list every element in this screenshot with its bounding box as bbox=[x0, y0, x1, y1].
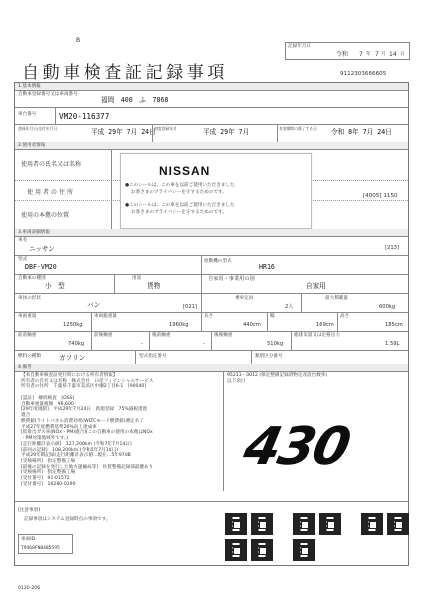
record-date-box bbox=[285, 42, 410, 60]
remark-line: 【本自動車検査証発行時における所有者情報】 bbox=[21, 373, 118, 378]
vehicle-id-label: 車両ID bbox=[21, 537, 36, 542]
height-value: 185cm bbox=[385, 322, 403, 328]
qr-code-5 bbox=[361, 513, 383, 535]
form-variant-mark: B bbox=[76, 37, 81, 44]
remark-line: [最後の記録を発行した地方運輸局等] 佐賀整備記録部最優あり bbox=[21, 464, 154, 470]
ff-value: 740kg bbox=[68, 341, 85, 347]
width-value: 169cm bbox=[316, 322, 334, 328]
record-date-label: 記録年月日 bbox=[288, 44, 311, 49]
section-user-header bbox=[15, 142, 408, 149]
privacy-sticker bbox=[120, 153, 312, 229]
year-unit: 年 bbox=[366, 52, 371, 57]
maker-code: [213] bbox=[385, 245, 399, 251]
notice-label: [注意事項] bbox=[18, 508, 40, 513]
model-label: 型式 bbox=[18, 257, 28, 262]
model-value: DBF-VM20 bbox=[25, 263, 57, 271]
month-unit: 月 bbox=[381, 52, 386, 57]
body-label: 車体の形状 bbox=[18, 296, 41, 301]
remark-line: [受付番号] 91-01572 bbox=[21, 476, 70, 482]
height-label: 高さ bbox=[340, 314, 350, 319]
remark-line: 平成27年度燃費基準20%向上達成車 bbox=[21, 424, 97, 430]
fr-label: 前後軸重 bbox=[94, 333, 113, 338]
inspection-form bbox=[14, 82, 409, 566]
body-value: バン bbox=[87, 301, 101, 309]
disp-label: 総排気量又は定格出力 bbox=[294, 333, 340, 338]
length-label: 長さ bbox=[204, 314, 214, 319]
ff-label: 前前軸重 bbox=[18, 333, 37, 338]
sticker-brand: NISSAN bbox=[159, 164, 211, 178]
qr-code-4 bbox=[319, 513, 341, 535]
section-user-title: 2.使用者情報 bbox=[18, 143, 46, 148]
qr-code-3 bbox=[293, 513, 315, 535]
disp-value: 1.59L bbox=[385, 341, 400, 347]
first-reg-label: 登録年月日/交付年月日 bbox=[18, 126, 58, 131]
remark-line: 平成29年期記録(走行距離計表示値…現在…5年97dB bbox=[21, 453, 131, 459]
record-month: 7 bbox=[375, 51, 379, 58]
use-value: 貨物 bbox=[147, 282, 161, 290]
record-era: 令和 bbox=[336, 51, 349, 58]
rf-label: 後前軸重 bbox=[152, 333, 171, 338]
chassis-value: VM20-116377 bbox=[59, 112, 110, 121]
addr-code: [4005] 1150 bbox=[363, 193, 398, 199]
remark-line: [低排出ガス車(NOx・PM)適合](この自動車の使用の本拠はNOx bbox=[21, 430, 153, 436]
remark-line: 適合 bbox=[21, 413, 31, 419]
base-label: 使用の本拠の位置 bbox=[21, 212, 70, 219]
type-no-label: 型式指定番号 bbox=[139, 354, 167, 359]
cat-no-label: 類別区分番号 bbox=[255, 354, 283, 359]
remark-line: 所有者の氏名又は名称 株式会社 日産フィナンシャルサービス bbox=[21, 378, 154, 384]
expiry-label: 有効期間の満了する日 bbox=[279, 126, 317, 131]
chassis-label: 車台番号 bbox=[18, 112, 37, 117]
expiry-value: 令和 8年 7月 24日 bbox=[331, 128, 392, 136]
capacity-label: 乗車定員 bbox=[235, 296, 254, 301]
engine-value: HR16 bbox=[259, 263, 275, 271]
maxload-value: 600kg bbox=[379, 304, 396, 310]
remark-line: ・PM対策地域外です。) bbox=[21, 436, 69, 442]
user-addr-label: 使用者の住所 bbox=[27, 189, 76, 196]
section-remarks-title: 4.備考 bbox=[18, 365, 32, 370]
remarks-right-block bbox=[227, 373, 327, 384]
fuel-label: 燃料の種類 bbox=[18, 354, 41, 359]
rf-value: - bbox=[203, 341, 205, 347]
section-basic-title: 1.基本情報 bbox=[18, 84, 41, 89]
remarks-block bbox=[21, 373, 216, 488]
weight-value: 1250kg bbox=[63, 322, 83, 328]
sticker-line2: お客さまのプライバシーを守するためのです。 bbox=[131, 190, 227, 195]
record-day: 14 bbox=[389, 51, 397, 58]
sticker-line1: ●このシールは、この車を以前ご使用いただきました bbox=[125, 183, 235, 188]
remark-line: [受検場所] 指定整備工場 bbox=[21, 459, 76, 465]
gross-label: 車両総重量 bbox=[94, 314, 117, 319]
length-value: 440cm bbox=[243, 322, 261, 328]
handwritten-number: 430 bbox=[238, 417, 354, 477]
section-basic-header bbox=[15, 83, 408, 90]
page-title: 自動車検査証記録事項 bbox=[22, 63, 228, 83]
qr-code-7 bbox=[225, 539, 247, 561]
rr-value: 510kg bbox=[267, 341, 284, 347]
maxload-label: 最大積載量 bbox=[325, 296, 348, 301]
remark-line: [前回の記録] 108,200km (令和5年7月14日) bbox=[21, 447, 118, 453]
first-reg-value: 平成 29年 7月 24日 bbox=[91, 128, 156, 136]
remark-line: [走行距離計表示値] 127,200km (令和7年7月14日) bbox=[21, 441, 132, 447]
sticker-line3: ●このシールは、この車を以前ご使用いただきました bbox=[125, 203, 235, 208]
gross-value: 1960kg bbox=[169, 322, 189, 328]
remark-line: 燃費値(ライトパネル消費効率(WLTCモード燃費値)测定水了 bbox=[21, 418, 144, 424]
vehicle-id-value: T9468FN8485595 bbox=[21, 546, 60, 551]
maker-label: 車名 bbox=[18, 238, 28, 243]
page-code: 0120-206 bbox=[18, 586, 41, 591]
day-unit: 日 bbox=[400, 52, 405, 57]
remark-line: [29年度規制] 平成29年7月24日 新規登録 75%減税措置 bbox=[21, 407, 148, 413]
width-label: 幅 bbox=[270, 314, 275, 319]
first-value: 平成 29年 7月 bbox=[203, 128, 250, 136]
section-vehicle-title: 3.車両詳細情報 bbox=[18, 230, 50, 235]
qr-code-2 bbox=[251, 513, 273, 535]
sticker-line4: お客さまのプライバシーを守するためのです。 bbox=[131, 210, 227, 215]
fuel-value: ガソリン bbox=[59, 354, 86, 362]
remark-line: [受検場所] 指定整備工場 bbox=[21, 470, 76, 476]
weight-label: 車両重量 bbox=[18, 314, 37, 319]
reg-no-label: 自動車登録番号又は車両番号 bbox=[18, 92, 78, 97]
maker-value: ニッサン bbox=[29, 245, 55, 253]
vehicle-id-box bbox=[18, 534, 73, 554]
user-name-label: 使用者の氏名又は名称 bbox=[21, 161, 82, 168]
section-remarks-header bbox=[15, 364, 408, 371]
use-label: 用途 bbox=[132, 276, 142, 281]
kind-label: 自動車の種別 bbox=[18, 276, 46, 281]
class-value: 自家用 bbox=[306, 282, 326, 290]
capacity-value: 2人 bbox=[285, 304, 294, 310]
rr-label: 後後軸重 bbox=[214, 333, 233, 338]
reg-no-value: 福岡 400 ふ 7868 bbox=[101, 96, 169, 104]
body-code: [021] bbox=[183, 304, 197, 310]
remark-right-line: 以下余白 bbox=[227, 378, 246, 384]
kind-value: 小 型 bbox=[45, 282, 65, 290]
remark-right-line: 95213・0012 (保定整備記録済物定改設台数率) bbox=[227, 373, 328, 378]
remark-line: 所有者の住所 千葉県千葉市美浜区中瀬2丁目6-1 [90040] bbox=[21, 384, 147, 390]
class-label: 自家用・事業用の別 bbox=[208, 276, 255, 282]
qr-code-1 bbox=[225, 513, 247, 535]
fr-value: - bbox=[141, 341, 143, 347]
qr-code-9 bbox=[293, 539, 315, 561]
qr-code-6 bbox=[387, 513, 409, 535]
first-label: 初度登録年月 bbox=[154, 126, 177, 131]
engine-label: 原動機の型式 bbox=[204, 259, 232, 264]
document-code: 9112303666605 bbox=[340, 71, 387, 77]
section-vehicle-header bbox=[15, 229, 408, 236]
record-year: 7 bbox=[359, 51, 363, 58]
remark-line: 自動車重量税額 ¥6,600 bbox=[21, 401, 74, 407]
notice-text: 記録事項はシステム登録時点の事項です。 bbox=[24, 517, 111, 522]
qr-code-8 bbox=[251, 539, 273, 561]
remark-line: [受付番号] 16280-0190 bbox=[21, 481, 76, 487]
remark-line: [認証] 継続検査 [OSS] bbox=[21, 395, 75, 401]
